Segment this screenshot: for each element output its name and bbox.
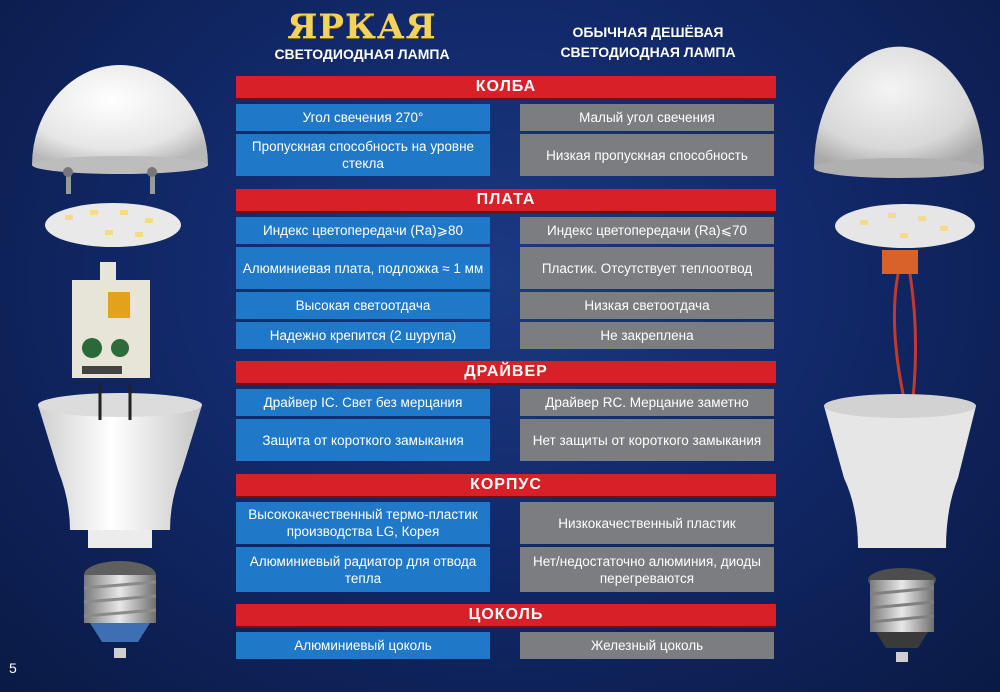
board-left-row2: Алюминиевая плата, подложка ≈ 1 мм xyxy=(236,247,490,289)
board-right-row4: Не закреплена xyxy=(520,322,774,349)
board-right-row3: Низкая светоотдача xyxy=(520,292,774,319)
driver-right-row2: Нет защиты от короткого замыкания xyxy=(520,419,774,461)
bulb-right-row2: Низкая пропускная способность xyxy=(520,134,774,176)
housing-right-row2: Нет/недостаточно алюминия, диоды перегреваются xyxy=(520,547,774,592)
bulb-left-row2: Пропускная способность на уровне стекла xyxy=(236,134,490,176)
competitor-title-block xyxy=(548,22,748,62)
competitor-title-line1: ОБЫЧНАЯ ДЕШЁВАЯ xyxy=(572,24,724,40)
socket-right-row1: Железный цоколь xyxy=(520,632,774,659)
housing-left-row1: Высококачественный термо-пластик производства LG, Корея xyxy=(236,502,490,544)
section-header-housing: КОРПУС xyxy=(236,474,776,498)
socket-left-row1: Алюминиевый цоколь xyxy=(236,632,490,659)
section-header-socket: ЦОКОЛЬ xyxy=(236,604,776,628)
right-bulb-illustration xyxy=(800,8,1000,672)
board-right-row2: Пластик. Отсутствует теплоотвод xyxy=(520,247,774,289)
driver-left-row2: Защита от короткого замыкания xyxy=(236,419,490,461)
bulb-left-row1: Угол свечения 270° xyxy=(236,104,490,131)
left-bulb-illustration xyxy=(20,30,220,670)
bulb-right-row1: Малый угол свечения xyxy=(520,104,774,131)
brand-title-block xyxy=(262,8,462,62)
section-header-driver: ДРАЙВЕР xyxy=(236,361,776,385)
board-left-row4: Надежно крепится (2 шурупа) xyxy=(236,322,490,349)
brand-name: ЯРКАЯ xyxy=(287,7,437,47)
brand-subtitle: СВЕТОДИОДНАЯ ЛАМПА xyxy=(274,46,450,62)
page-number: 5 xyxy=(9,660,17,676)
section-header-board: ПЛАТА xyxy=(236,189,776,213)
driver-right-row1: Драйвер RC. Мерцание заметно xyxy=(520,389,774,416)
board-left-row1: Индекс цветопередачи (Ra)⩾80 xyxy=(236,217,490,244)
housing-left-row2: Алюминиевый радиатор для отвода тепла xyxy=(236,547,490,592)
driver-left-row1: Драйвер IC. Свет без мерцания xyxy=(236,389,490,416)
competitor-title-line2: СВЕТОДИОДНАЯ ЛАМПА xyxy=(560,44,736,60)
housing-right-row1: Низкокачественный пластик xyxy=(520,502,774,544)
section-header-bulb: КОЛБА xyxy=(236,76,776,100)
board-left-row3: Высокая светоотдача xyxy=(236,292,490,319)
board-right-row1: Индекс цветопередачи (Ra)⩽70 xyxy=(520,217,774,244)
